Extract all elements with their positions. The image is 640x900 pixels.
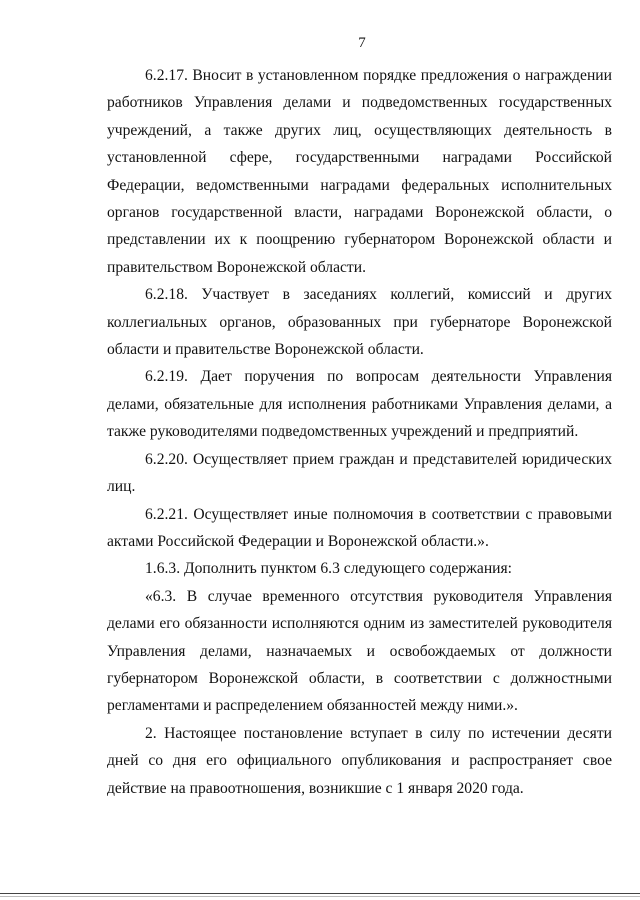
paragraph-6-3: «6.3. В случае временного отсутствия руководителя Управления делами его обязанности исполняются одним из заместителей руководителя Управления делами, назначаемых и освобождаемых от должности губернатором Воронежской области, в соответствии с должностными регламентами и распределением обязанностей между ними.». [107,587,612,715]
page-number: 7 [358,35,366,51]
paragraph-2-effective-date: 2. Настоящее постановление вступает в силу по истечении десяти дней со дня его официального опубликования и распространяет свое действие на правоотношения, возникшие с 1 января 2020 года. [107,724,612,797]
document-body [107,62,612,802]
paragraph-6-2-20: 6.2.20. Осуществляет прием граждан и представителей юридических лиц. [107,450,612,496]
paragraph-1-6-3: 1.6.3. Дополнить пунктом 6.3 следующего содержания: [145,560,513,578]
footer-rule-shadow [0,896,640,897]
paragraph-6-2-21: 6.2.21. Осуществляет иные полномочия в соответствии с правовыми актами Российской Федерации и Воронежской области.». [107,505,612,550]
paragraph-6-2-19: 6.2.19. Дает поручения по вопросам деятельности Управления делами, обязательные для исполнения работниками Управления делами, а также руководителями подведомственных учреждений и предприятий. [107,368,612,441]
paragraph-6-2-18: 6.2.18. Участвует в заседаниях коллегий, комиссий и других коллегиальных органов, образованных при губернаторе Воронежской области и правительстве Воронежской области. [107,286,612,359]
paragraph-6-2-17: 6.2.17. Вносит в установленном порядке предложения о награждении работников Управления делами и подведомственных государственных учреждений, а также других лиц, осуществляющих деятельность в установленной сфере, государственными наградами Российской Федерации, ведомственными наградами федеральных исполнительных органов государственной власти, наградами Воронежской области, о представлении их к поощрению губернатором Воронежской области и правительством Воронежской области. [107,67,612,276]
footer-rule [0,893,640,894]
